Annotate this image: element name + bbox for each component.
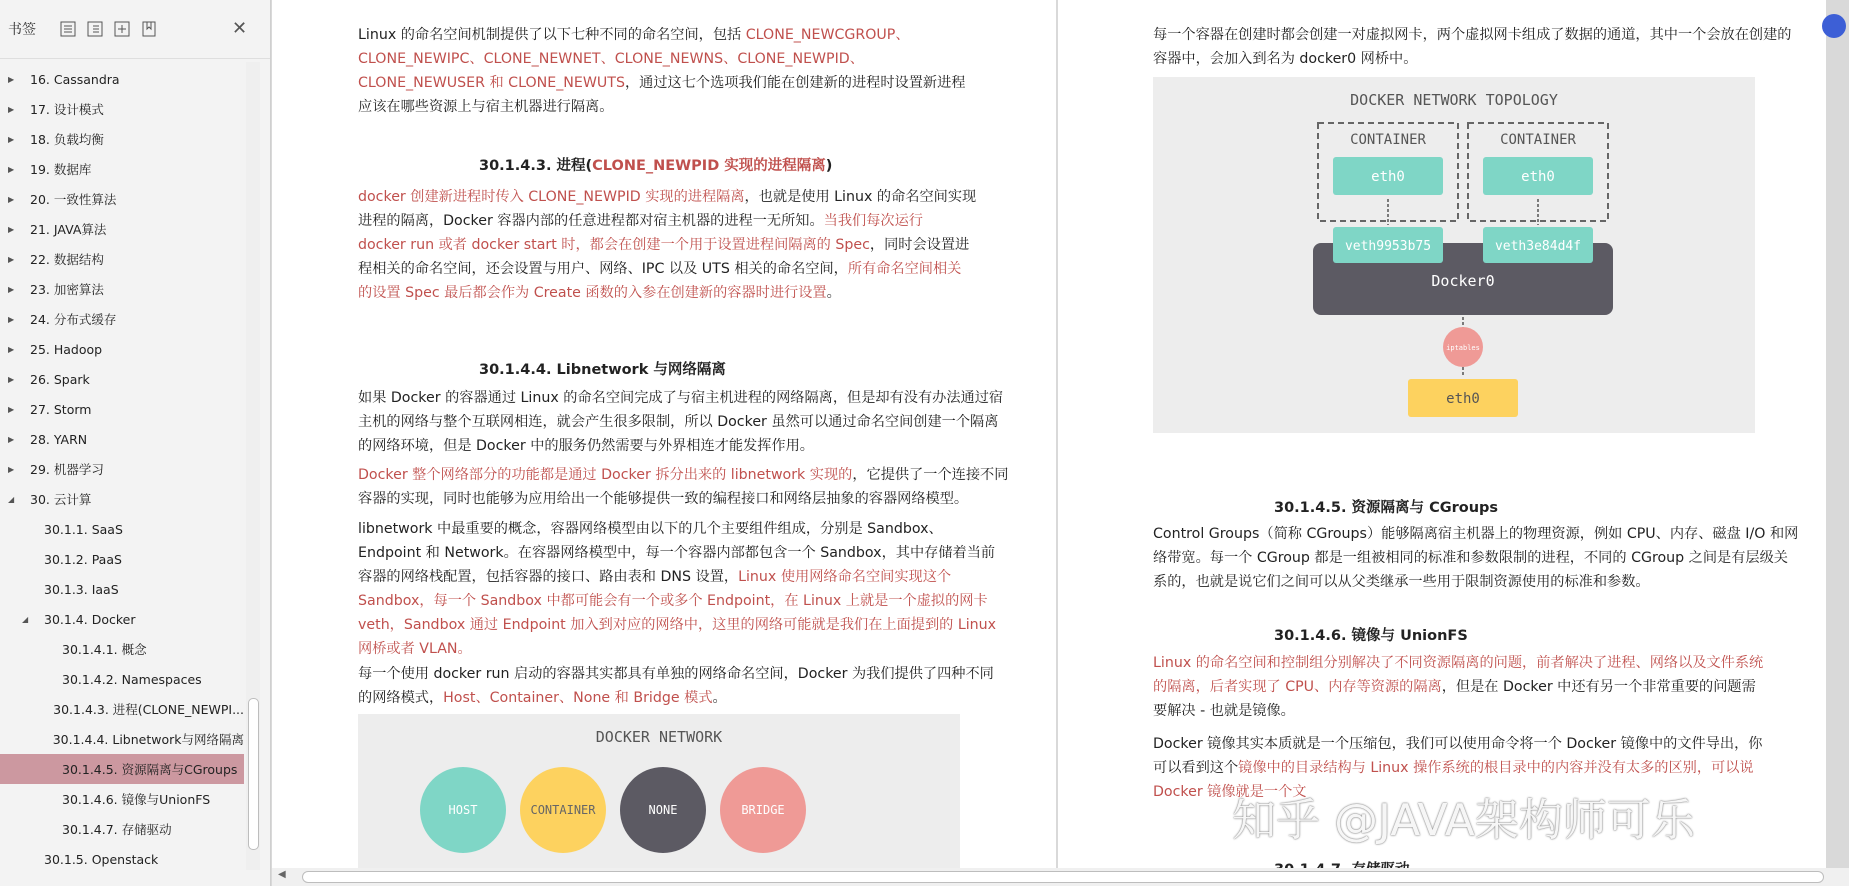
bookmark-item[interactable] [0,814,244,844]
bookmark-label: 17. 设计模式 [30,102,104,117]
section-heading: 30.1.4.5. 资源隔离与 CGroups [1274,500,1499,516]
bookmark-label: 30.1.3. IaaS [44,581,119,597]
bookmark-label: 30.1.4.6. 镜像与UnionFS [62,792,211,807]
bookmark-label: 30.1.4.3. 进程(CLONE_NEWPI... [53,702,244,717]
bookmark-label: 30.1.4.7. 存储驱动 [62,822,172,837]
bookmark-item[interactable] [0,514,244,544]
network-mode-label: CONTAINER [530,803,596,817]
docker-network-diagram [358,714,960,874]
close-icon[interactable]: ✕ [232,18,248,39]
bookmark-item[interactable] [0,304,244,334]
container-label: CONTAINER [1350,132,1426,148]
docker-network-figure [358,714,960,874]
topology-diagram [1153,77,1755,433]
horizontal-scrollbar[interactable] [272,868,1849,886]
bookmark-label: 30.1.2. PaaS [44,551,122,567]
section-heading: 30.1.4.6. 镜像与 UnionFS [1274,628,1468,644]
bookmark-item[interactable] [0,364,244,394]
veth-label: veth3e84d4f [1494,239,1582,254]
bookmarks-title: 书签 [8,22,36,38]
collapsed-arrow-icon[interactable]: ▶ [8,254,15,264]
bookmark-icon[interactable] [141,21,157,37]
iptables-label: iptables [1446,344,1480,352]
collapsed-arrow-icon[interactable]: ▶ [8,164,15,174]
bookmark-label: 30.1.4.4. Libnetwork与网络隔离 [52,732,244,747]
paragraph: 每一个使用 docker run 启动的容器其实都具有单独的网络命名空间，Docker 为我们提供了四种不同 的网络模式，Host、Container、None 和 Bridge 模式。 [358,666,994,706]
bookmark-label: 30.1.1. SaaS [44,521,123,537]
paragraph: Docker 镜像其实本质就是一个压缩包，我们可以使用命令将一个 Docker 镜像中的文件导出，你 可以看到这个镜像中的目录结构与 Linux 操作系统的根目录中的内容并没有太多的区别，可以说 Docker 镜像就是一个文 [1153,736,1763,800]
expand-all-icon[interactable] [60,21,76,37]
collapse-all-icon[interactable] [87,21,103,37]
bookmark-item[interactable] [0,484,244,514]
docker0-label: Docker0 [1431,272,1495,290]
paragraph [358,23,966,119]
collapsed-arrow-icon[interactable]: ▶ [8,464,15,474]
collapsed-arrow-icon[interactable]: ▶ [8,104,15,114]
assistant-button[interactable] [1822,14,1846,38]
collapsed-arrow-icon[interactable]: ▶ [8,224,15,234]
bookmark-item[interactable] [0,154,244,184]
expanded-arrow-icon[interactable]: ◢ [22,614,29,624]
bookmark-item[interactable] [0,754,244,784]
docker-network-topology-figure [1153,77,1755,433]
bookmark-item[interactable] [0,454,244,484]
section-heading: 30.1.4.3. 进程(CLONE_NEWPID 实现的进程隔离) [479,158,833,174]
bookmark-label: 22. 数据结构 [30,252,104,267]
scrollbar-thumb[interactable] [302,871,1824,883]
expanded-arrow-icon[interactable]: ◢ [8,494,15,504]
collapsed-arrow-icon[interactable]: ▶ [8,404,15,414]
bookmark-label: 20. 一致性算法 [30,192,117,207]
bookmark-label: 16. Cassandra [30,71,120,87]
collapsed-arrow-icon[interactable]: ▶ [8,134,15,144]
text: ，通过这七个选项我们能在创建新的进程时设置新进程 [624,75,966,91]
text: CLONE_NEWIPC、CLONE_NEWNET、CLONE_NEWNS、CLONE_NEWPID、 [358,51,864,67]
paragraph: Control Groups（简称 CGroups）能够隔离宿主机器上的物理资源，例如 CPU、内存、磁盘 I/O 和网 络带宽。每一个 CGroup 都是一组被相同的标准和参数限制的进程，不同的 CGroup 之间是有层级关 系的，也就是说它们之间可以从父类继承一些用于限制资源使用的标准和参数。 [1153,526,1799,590]
bookmark-item[interactable] [0,424,244,454]
collapsed-arrow-icon[interactable]: ▶ [8,74,15,84]
topology-title: DOCKER NETWORK TOPOLOGY [1350,91,1558,109]
collapsed-arrow-icon[interactable]: ▶ [8,434,15,444]
host-eth0-label: eth0 [1446,391,1480,407]
bookmark-label: 25. Hadoop [30,341,103,357]
veth-label: veth9953b75 [1344,239,1432,254]
collapsed-arrow-icon[interactable]: ▶ [8,344,15,354]
bookmarks-header [0,0,270,59]
bookmark-item[interactable] [0,724,244,754]
add-bookmark-icon[interactable] [114,21,130,37]
bookmark-label: 29. 机器学习 [30,462,104,477]
text: CLONE_NEWUSER 和 CLONE_NEWUTS [358,75,625,91]
bookmark-label: 28. YARN [30,431,88,447]
text: 应该在哪些资源上与宿主机器进行隔离。 [358,99,614,115]
paragraph: libnetwork 中最重要的概念，容器网络模型由以下的几个主要组件组成，分别是 Sandbox、 Endpoint 和 Network。在容器网络模型中，每一个容器内部都包含一个 Sandbox，其中存储着当前 容器的网络栈配置，包括容器的接口、路由表和 DNS 设置，Linux 使用网络命名空间实现这个 Sandbox，每一个 Sandbox 中都可能会有一个或多个 Endpoint，在 Linux 上就是一个虚拟的网卡 veth，Sandbox 通过 Endpoint 加入到对应的网络中，这里的网络可能就是我们在上面提到的 Linux 网桥或者 VLAN。 [358,521,997,657]
bookmark-item[interactable] [0,844,244,874]
collapsed-arrow-icon[interactable]: ▶ [8,194,15,204]
bookmark-label: 27. Storm [30,401,92,417]
collapsed-arrow-icon[interactable]: ▶ [8,284,15,294]
network-mode-label: NONE [648,803,678,817]
vertical-scrollbar[interactable] [246,62,260,870]
bookmark-label: 24. 分布式缓存 [30,312,117,327]
collapsed-arrow-icon[interactable]: ▶ [8,314,15,324]
bookmark-label: 18. 负载均衡 [30,132,104,147]
bookmark-label: 23. 加密算法 [30,282,104,297]
figure-title: DOCKER NETWORK [595,728,723,746]
paragraph: 如果 Docker 的容器通过 Linux 的命名空间完成了与宿主机进程的网络隔离，但是却有没有办法通过宿 主机的网络与整个互联网相连，就会产生很多限制，所以 Docker 虽然可以通过命名空间创建一个隔离 的网络环境，但是 Docker 中的服务仍然需要与外界相连才能发挥作用。 [358,390,1004,454]
scroll-left-icon[interactable]: ◀ [278,869,286,880]
bookmark-label: 30.1.4. Docker [44,611,136,627]
bookmark-label: 26. Spark [30,371,90,387]
bookmark-item[interactable] [0,64,244,94]
bookmark-item[interactable] [0,124,244,154]
bookmark-item[interactable] [0,694,244,724]
bookmark-label: 30.1.5. Openstack [44,851,159,867]
network-mode-label: BRIDGE [741,803,785,817]
bookmark-label: 30.1.4.2. Namespaces [62,671,202,687]
bookmark-item[interactable] [0,544,244,574]
bookmark-item[interactable] [0,394,244,424]
bookmark-item[interactable] [0,784,244,814]
bookmark-label: 30.1.4.1. 概念 [62,642,147,657]
pdf-page-left [272,0,1056,868]
bookmark-item[interactable] [0,184,244,214]
pdf-page-right [1058,0,1826,868]
bookmark-item[interactable] [0,664,244,694]
bookmark-label: 30. 云计算 [30,492,92,507]
scrollbar-thumb[interactable] [248,698,259,850]
eth0-label: eth0 [1521,169,1555,185]
bookmark-label: 19. 数据库 [30,162,92,177]
bookmark-tree [0,64,244,874]
text: Linux 的命名空间机制提供了以下七种不同的命名空间，包括 [358,27,746,43]
text: CLONE_NEWCGROUP、 [745,27,910,43]
bookmark-label: 30.1.4.5. 资源隔离与CGroups [62,762,238,777]
bookmark-item[interactable] [0,94,244,124]
watermark: 知乎 @JAVA架构师可乐 [1232,795,1695,846]
bookmark-item[interactable] [0,274,244,304]
bookmark-item[interactable] [0,214,244,244]
network-mode-label: HOST [448,803,478,817]
section-heading: 30.1.4.4. Libnetwork 与网络隔离 [479,362,726,378]
container-label: CONTAINER [1500,132,1576,148]
bookmark-label: 21. JAVA算法 [30,222,107,237]
paragraph: Linux 的命名空间和控制组分别解决了不同资源隔离的问题，前者解决了进程、网络以及文件系统 的隔离，后者实现了 CPU、内存等资源的隔离，但是在 Docker 中还有另一个非常重要的问题需 要解决 - 也就是镜像。 [1153,655,1764,719]
paragraph: Docker 整个网络部分的功能都是通过 Docker 拆分出来的 libnetwork 实现的，它提供了一个连接不同 容器的实现，同时也能够为应用给出一个能够提供一致的编程接口和网络层抽象的容器网络模型。 [358,467,1009,507]
bookmark-item[interactable] [0,334,244,364]
bookmark-item[interactable] [0,604,244,634]
collapsed-arrow-icon[interactable]: ▶ [8,374,15,384]
bookmark-item[interactable] [0,634,244,664]
eth0-label: eth0 [1371,169,1405,185]
bookmarks-panel [0,0,271,886]
paragraph: 每一个容器在创建时都会创建一对虚拟网卡，两个虚拟网卡组成了数据的通道，其中一个会放在创建的 容器中，会加入到名为 docker0 网桥中。 [1153,27,1792,67]
paragraph: docker 创建新进程时传入 CLONE_NEWPID 实现的进程隔离，也就是使用 Linux 的命名空间实现 进程的隔离，Docker 容器内部的任意进程都对宿主机器的进程一无所知。当我们每次运行 docker run 或者 docker start 时，都会在创建一个用于设置进程间隔离的 Spec，同时会设置进 程相关的命名空间，还会设置与用户、网络、IPC 以及 UTS 相关的命名空间，所有命名空间相关 的设置 Spec 最后都会作为 Create 函数的入参在创建新的容器时进行设置。 [358,189,977,301]
bookmark-item[interactable] [0,574,244,604]
bookmark-item[interactable] [0,244,244,274]
